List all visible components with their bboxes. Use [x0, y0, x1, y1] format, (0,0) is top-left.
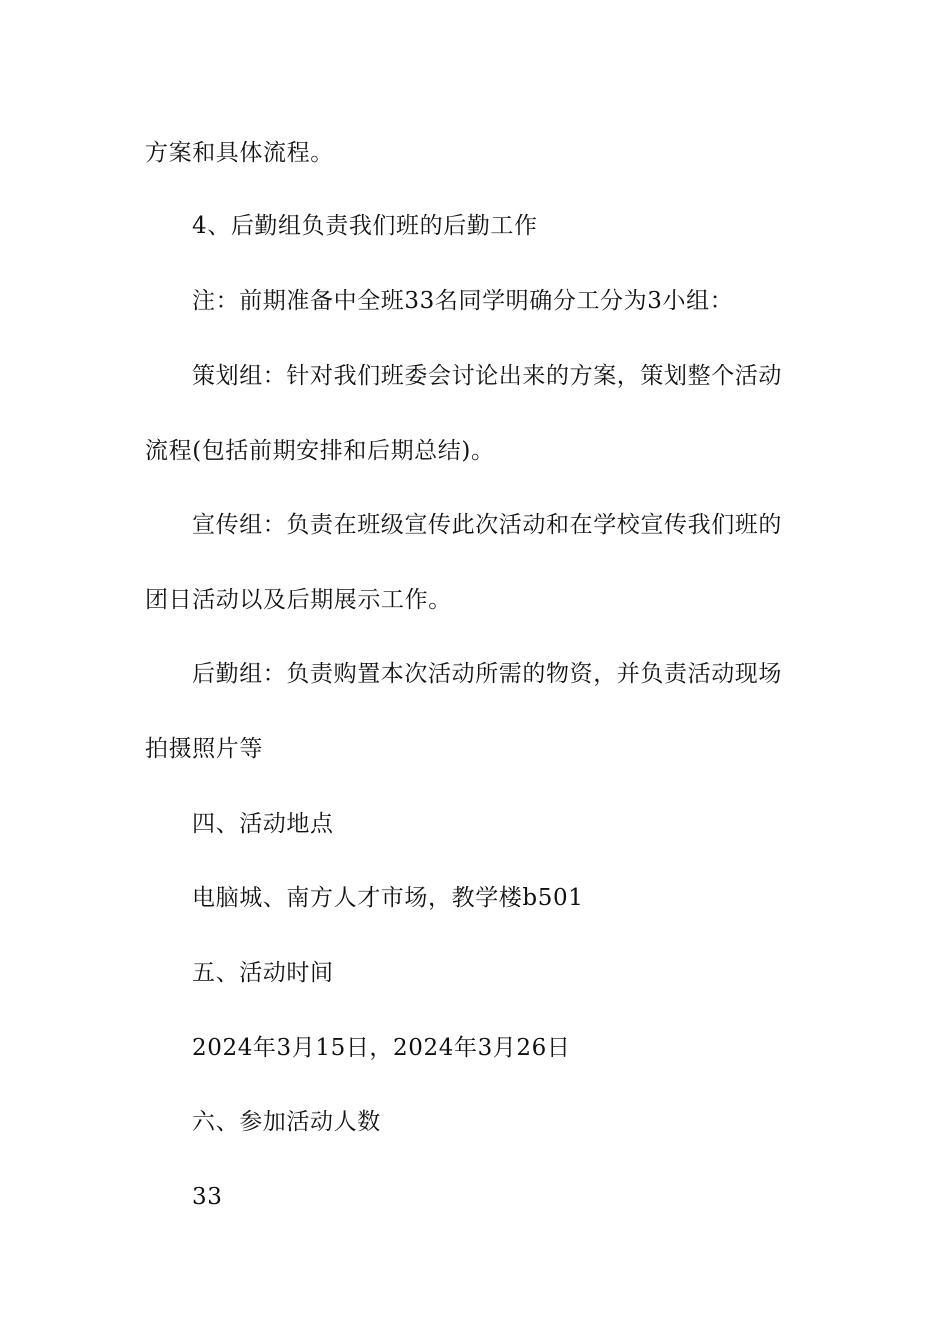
participants-count: 33 — [192, 1184, 223, 1210]
planning-group-paragraph-line-1: 策划组：针对我们班委会讨论出来的方案，策划整个活动 — [192, 363, 782, 389]
planning-group-paragraph-line-2: 流程(包括前期安排和后期总结)。 — [145, 438, 495, 464]
time-text: 2024年3月15日，2024年3月26日 — [192, 1035, 571, 1061]
publicity-group-paragraph-line-2: 团日活动以及后期展示工作。 — [145, 587, 452, 613]
logistics-group-item: 4、后勤组负责我们班的后勤工作 — [192, 213, 538, 239]
logistics-group-paragraph-line-1: 后勤组：负责购置本次活动所需的物资，并负责活动现场 — [192, 661, 782, 687]
section-heading-time: 五、活动时间 — [192, 960, 334, 986]
location-text: 电脑城、南方人才市场，教学楼b501 — [192, 885, 584, 911]
section-heading-participants: 六、参加活动人数 — [192, 1109, 381, 1135]
section-heading-location: 四、活动地点 — [192, 811, 334, 837]
logistics-group-paragraph-line-2: 拍摄照片等 — [145, 736, 263, 762]
paragraph-continuation: 方案和具体流程。 — [145, 140, 334, 166]
publicity-group-paragraph-line-1: 宣传组：负责在班级宣传此次活动和在学校宣传我们班的 — [192, 512, 782, 538]
note-paragraph: 注：前期准备中全班33名同学明确分工分为3小组： — [192, 288, 734, 314]
